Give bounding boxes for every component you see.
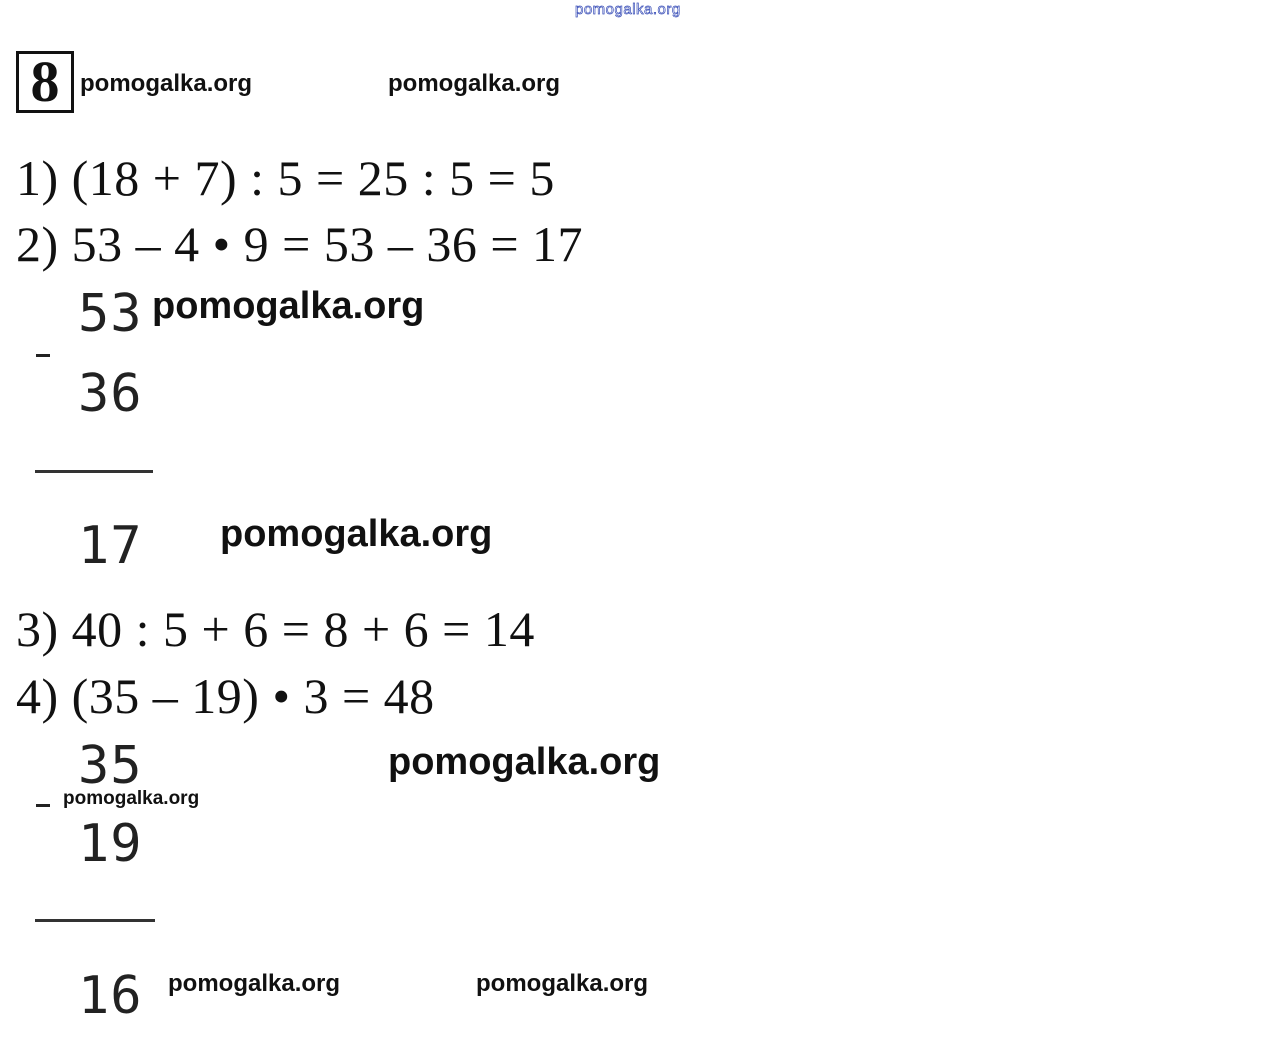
equation-4: 4) (35 – 19) • 3 = 48: [16, 668, 435, 724]
watermark: pomogalka.org: [388, 741, 661, 783]
column-minuend: 35: [78, 736, 143, 796]
equation-3: 3) 40 : 5 + 6 = 8 + 6 = 14: [16, 601, 535, 657]
column-result: 16: [78, 966, 143, 1026]
minus-sign: [36, 354, 50, 357]
result-line: [35, 919, 155, 922]
watermark: pomogalka.org: [476, 970, 649, 997]
watermark: pomogalka.org: [220, 513, 493, 555]
watermark: pomogalka.org: [80, 70, 253, 97]
watermark: pomogalka.org: [388, 70, 561, 97]
equation-2: 2) 53 – 4 • 9 = 53 – 36 = 17: [16, 216, 584, 272]
result-line: [35, 470, 153, 473]
column-minuend: 53: [78, 284, 143, 344]
minus-sign: [36, 804, 50, 807]
watermark: pomogalka.org: [152, 285, 425, 327]
column-result: 17: [78, 516, 143, 576]
watermark-top: pomogalka.org: [575, 1, 681, 18]
column-subtrahend: 19: [78, 814, 143, 874]
watermark: pomogalka.org: [63, 788, 200, 809]
task-number-box: [16, 51, 74, 113]
equation-1: 1) (18 + 7) : 5 = 25 : 5 = 5: [16, 150, 555, 206]
task-number: 8: [30, 49, 60, 114]
column-subtrahend: 36: [78, 364, 143, 424]
watermark: pomogalka.org: [168, 970, 341, 997]
